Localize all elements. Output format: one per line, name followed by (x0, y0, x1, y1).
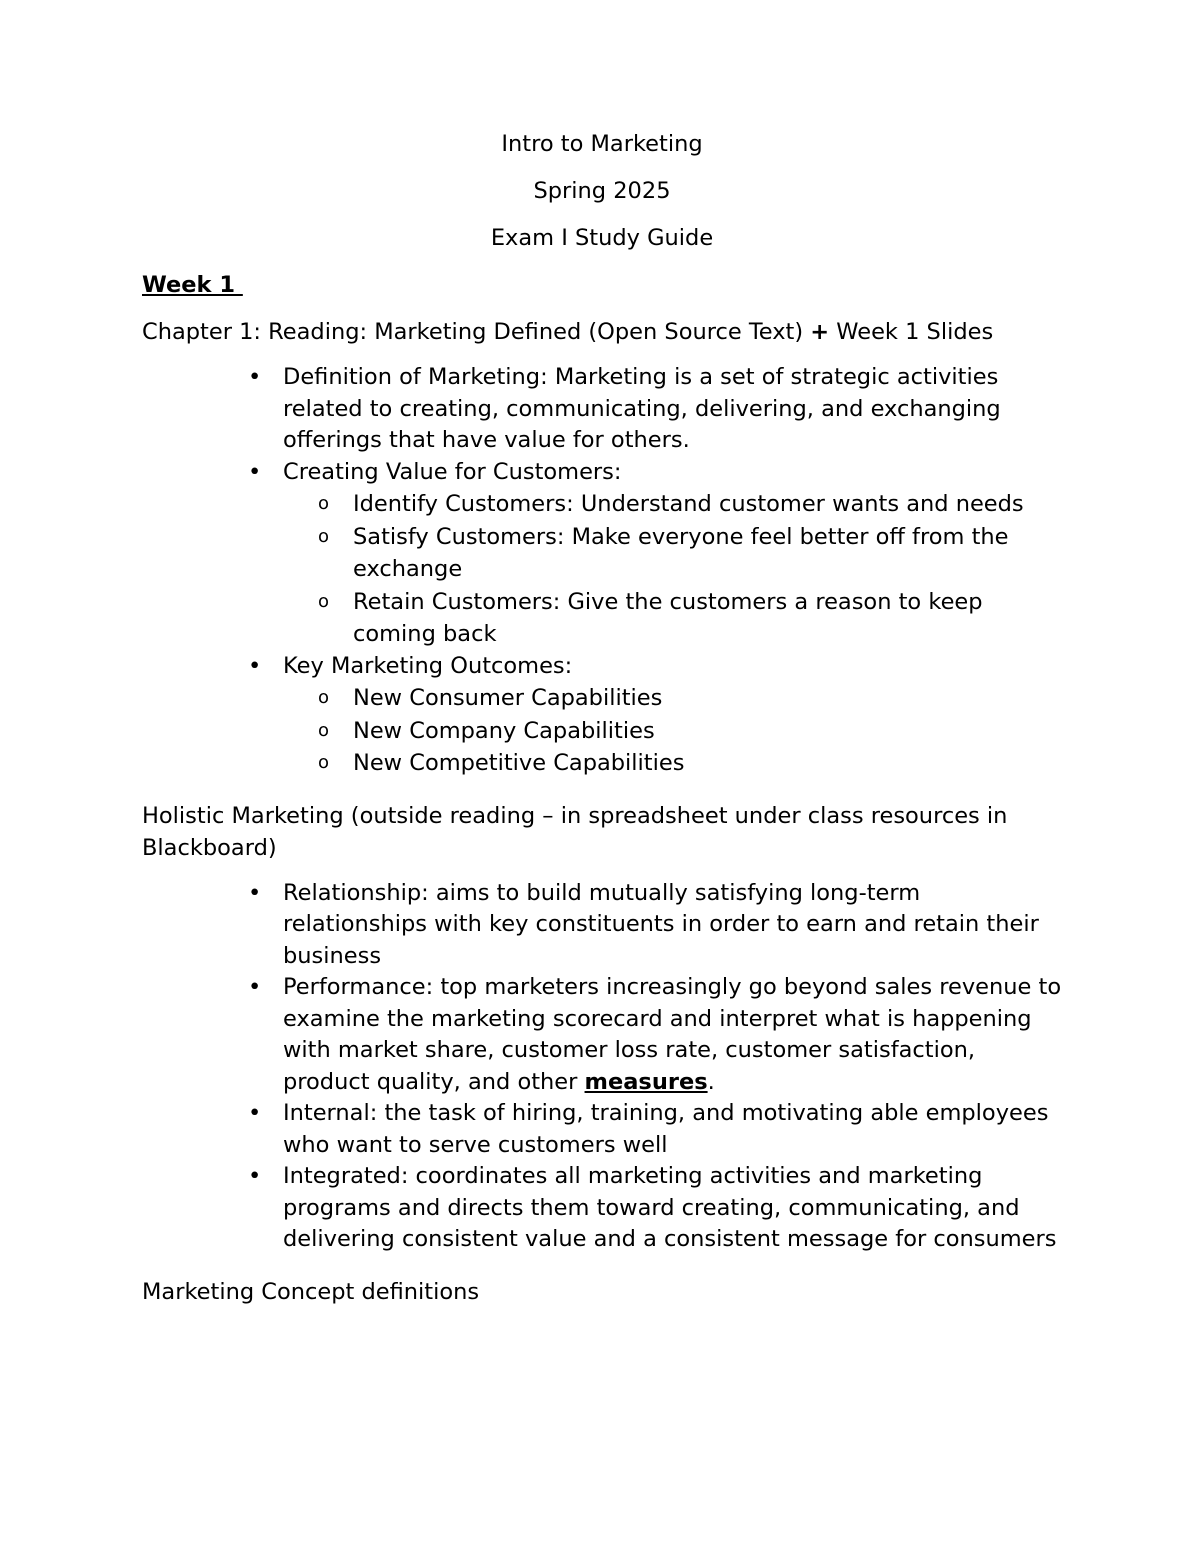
circle-bullet-icon: o (318, 590, 330, 612)
guide-title: Exam I Study Guide (490, 225, 714, 251)
chapter1-slides: Week 1 Slides (829, 319, 994, 345)
week1-bullet-list (142, 362, 1062, 780)
key-outcomes-sublist (283, 682, 1062, 780)
list-item (283, 488, 1062, 521)
bullet-icon: • (248, 1163, 262, 1189)
circle-bullet-icon: o (318, 687, 330, 708)
document-page (142, 128, 1062, 1322)
term-title: Spring 2025 (533, 178, 671, 204)
measures-emphasis: measures (584, 1068, 708, 1095)
bullet-icon: • (248, 652, 262, 679)
list-item (283, 747, 1062, 780)
satisfy-customers: Satisfy Customers: Make everyone feel better off from the exchange (353, 523, 1009, 582)
bullet-icon: • (248, 1100, 262, 1126)
performance-period: . (707, 1068, 715, 1095)
retain-customers: Retain Customers: Give the customers a reason to keep coming back (353, 588, 983, 647)
definition-of-marketing: Definition of Marketing: Marketing is a set of strategic activities related to creating, communicating, delivering, and exchanging offerings that have value for others. (283, 364, 1001, 453)
consumer-capabilities: New Consumer Capabilities (353, 685, 663, 711)
circle-bullet-icon: o (318, 493, 330, 514)
list-item (142, 878, 1062, 973)
list-item (283, 715, 1062, 748)
company-capabilities: New Company Capabilities (353, 717, 655, 744)
list-item (142, 1161, 1062, 1256)
list-item (142, 651, 1062, 780)
bullet-icon: • (248, 364, 262, 390)
key-outcomes-label: Key Marketing Outcomes: (283, 652, 573, 679)
list-item (142, 1098, 1062, 1161)
list-item (142, 972, 1062, 1098)
week1-heading: Week 1 (142, 272, 243, 298)
list-item (283, 586, 1062, 651)
bullet-icon: • (248, 879, 262, 906)
creating-value-sublist (283, 488, 1062, 651)
list-item (142, 457, 1062, 651)
competitive-capabilities: New Competitive Capabilities (353, 750, 685, 776)
creating-value-label: Creating Value for Customers: (283, 458, 622, 485)
performance-text: Performance: top marketers increasingly go beyond sales revenue to examine the marketing scorecard and interpret what is happening with market share, customer loss rate, customer satisfaction, product quality, and other (283, 974, 1062, 1095)
chapter1-line (142, 316, 1062, 348)
performance-marketing (283, 974, 1061, 1095)
circle-bullet-icon: o (318, 525, 330, 547)
marketing-concept-heading: Marketing Concept definitions (142, 1278, 480, 1305)
integrated-marketing: Integrated: coordinates all marketing activities and marketing programs and directs them toward creating, communicating, and delivering consistent value and a consistent message for consumers (283, 1163, 1057, 1252)
internal-marketing: Internal: the task of hiring, training, and motivating able employees who want to serve customers well (283, 1100, 1049, 1158)
plus-sign: + (810, 319, 830, 345)
list-item (283, 682, 1062, 715)
chapter1-text: Chapter 1: Reading: Marketing Defined (Open Source Text) (142, 319, 811, 345)
list-item (283, 521, 1062, 586)
bullet-icon: • (248, 458, 262, 485)
list-item (142, 362, 1062, 457)
holistic-bullet-list (142, 878, 1062, 1256)
holistic-marketing-intro: Holistic Marketing (outside reading – in spreadsheet under class resources in Blackboard) (142, 802, 1008, 861)
identify-customers: Identify Customers: Understand customer wants and needs (353, 491, 1024, 517)
relationship-marketing: Relationship: aims to build mutually satisfying long-term relationships with key constituents in order to earn and retain their business (283, 879, 1039, 969)
bullet-icon: • (248, 974, 262, 1000)
course-title: Intro to Marketing (501, 131, 703, 157)
circle-bullet-icon: o (318, 719, 330, 741)
circle-bullet-icon: o (318, 752, 330, 773)
